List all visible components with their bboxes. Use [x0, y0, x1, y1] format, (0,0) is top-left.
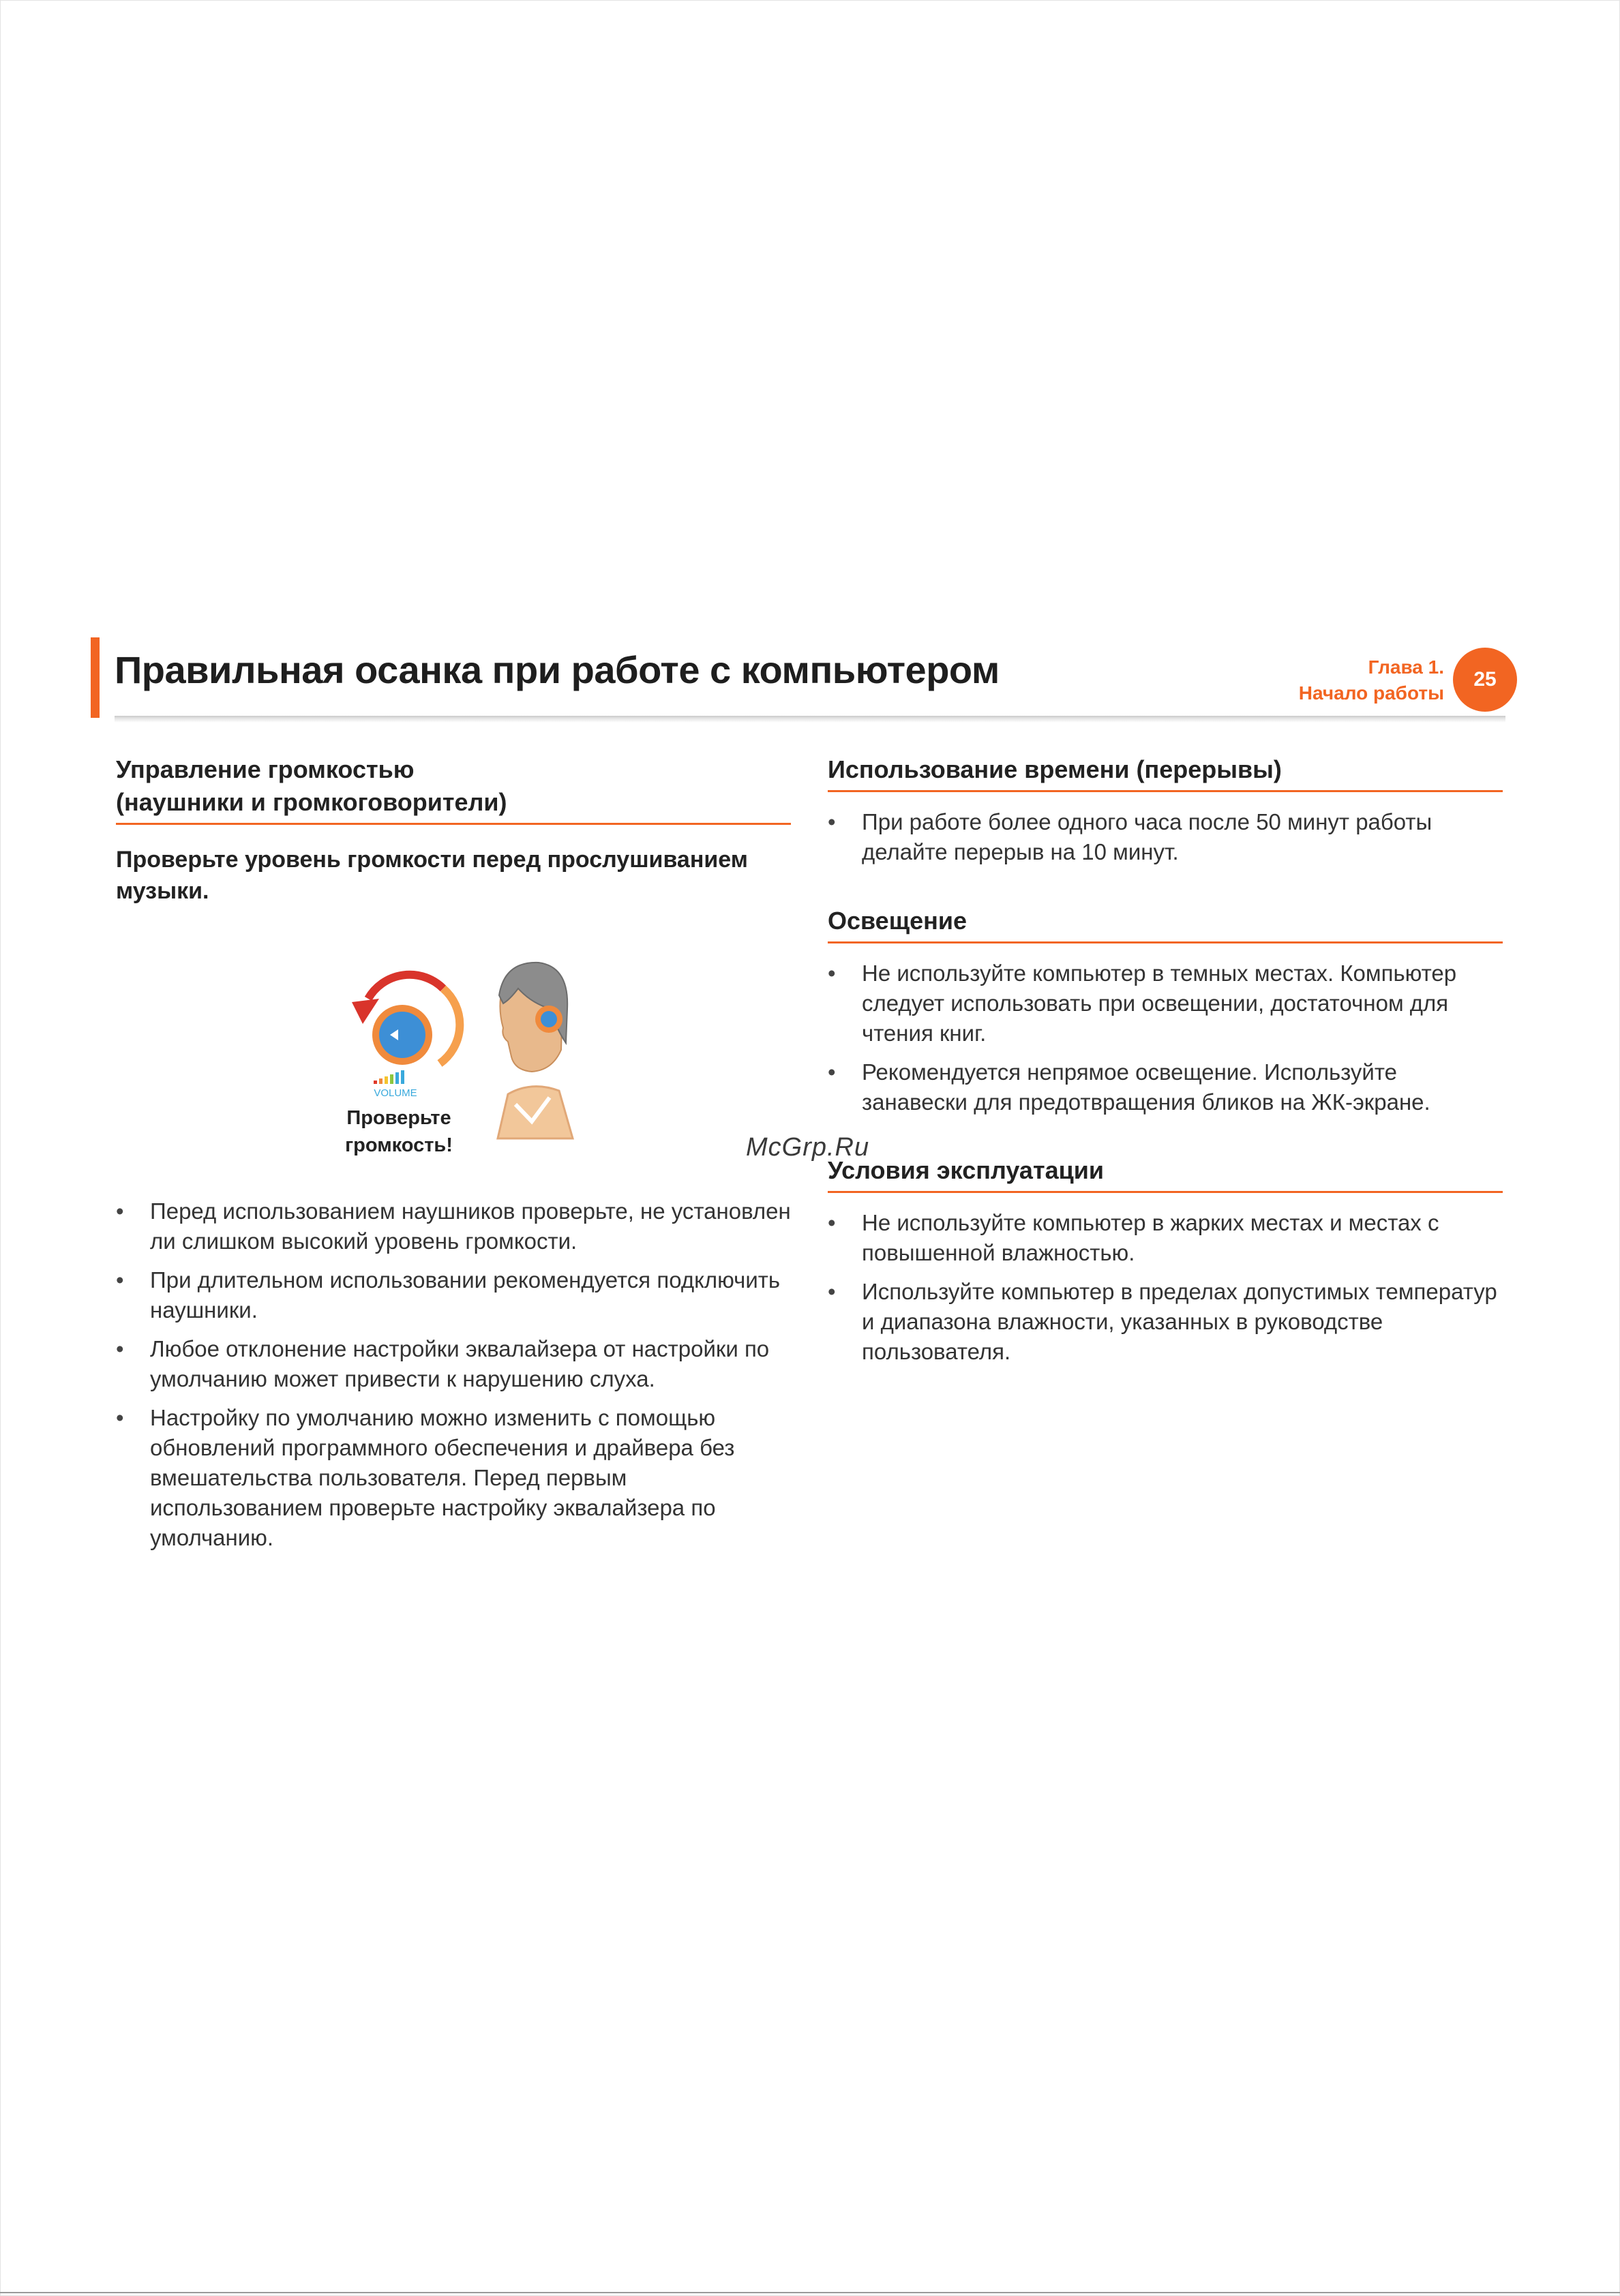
list-item: • При длительном использовании рекомендуется подключить наушники.	[116, 1265, 791, 1325]
person-with-headphones-icon	[498, 963, 573, 1138]
caption-line1: Проверьте	[346, 1107, 451, 1129]
title-divider	[115, 716, 1505, 723]
operating-conditions-bullet-list	[828, 1208, 1503, 1367]
page-title: Правильная осанка при работе с компьютером	[115, 648, 1000, 691]
breaks-section	[828, 753, 1503, 876]
chapter-label	[1299, 654, 1444, 706]
volume-knob-icon	[352, 975, 460, 1099]
lighting-section	[828, 905, 1503, 1126]
volume-heading-line1: Управление громкостью	[116, 755, 415, 783]
list-item: • Используйте компьютер в пределах допустимых температур и диапазона влажности, указанных в руководстве пользователя.	[828, 1277, 1503, 1367]
list-item: • Перед использованием наушников проверьте, не установлен ли слишком высокий уровень громкости.	[116, 1196, 791, 1256]
chapter-number: Глава 1.	[1368, 656, 1444, 678]
lighting-heading: Освещение	[828, 905, 1503, 943]
page-number-badge: 25	[1453, 648, 1517, 712]
volume-heading-line2: (наушники и громкоговорители)	[116, 788, 507, 816]
list-item: • Не используйте компьютер в жарких местах и местах с повышенной влажностью.	[828, 1208, 1503, 1268]
breaks-bullet-list	[828, 807, 1503, 867]
list-item: • Рекомендуется непрямое освещение. Используйте занавески для предотвращения бликов на ЖК-экране.	[828, 1057, 1503, 1117]
lighting-bullet-list	[828, 958, 1503, 1117]
watermark: McGrp.Ru	[746, 1133, 870, 1162]
list-item: • Не используйте компьютер в темных местах. Компьютер следует использовать при освещении, достаточном для чтения книг.	[828, 958, 1503, 1048]
list-item: • При работе более одного часа после 50 минут работы делайте перерыв на 10 минут.	[828, 807, 1503, 867]
caption-line2: громкость!	[345, 1134, 453, 1156]
list-item: • Любое отклонение настройки эквалайзера от настройки по умолчанию может привести к нарушению слуха.	[116, 1334, 791, 1394]
operating-conditions-section	[828, 1154, 1503, 1376]
title-accent-bar	[91, 637, 100, 718]
volume-section-heading	[116, 753, 791, 825]
volume-bullet-list	[116, 1196, 791, 1562]
bottom-edge-line	[0, 2292, 1620, 2293]
chapter-name: Начало работы	[1298, 682, 1444, 704]
illustration-caption	[327, 1104, 470, 1159]
volume-label: VOLUME	[374, 1087, 417, 1099]
operating-conditions-heading: Условия эксплуатации	[828, 1154, 1503, 1193]
volume-lead-text: Проверьте уровень громкости перед прослушиванием музыки.	[116, 847, 748, 904]
list-item: • Настройку по умолчанию можно изменить с помощью обновлений программного обеспечения и драйвера без вмешательства пользователя. Перед первым использованием проверьте настройку эквалайзера по умолчанию.	[116, 1403, 791, 1553]
breaks-heading: Использование времени (перерывы)	[828, 753, 1503, 792]
